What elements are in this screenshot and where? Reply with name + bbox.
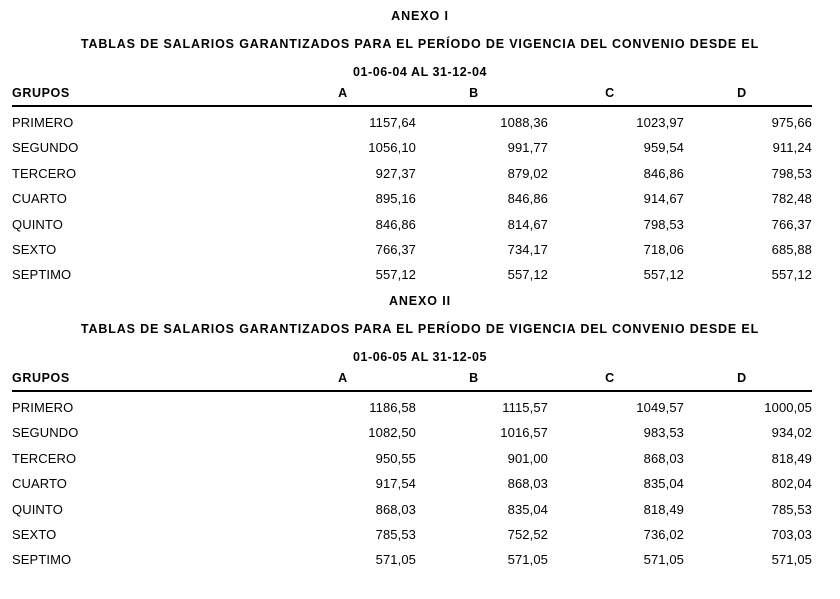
cell-d: 766,37 [771,216,812,232]
row-label: QUINTO [12,501,63,517]
cell-b: 1115,57 [502,400,548,415]
cell-c: 914,67 [643,191,684,207]
cell-b: 1088,36 [500,115,548,130]
row-label: SEPTIMO [12,267,72,283]
table-header [12,371,812,391]
row-label: CUARTO [12,476,68,492]
cell-b: 901,00 [507,450,548,466]
row-label: CUARTO [12,191,68,207]
table-row [12,106,812,135]
cell-d: 911,24 [772,140,812,156]
cell-c: 983,53 [643,425,684,441]
row-label: PRIMERO [12,115,74,130]
cell-b: 991,77 [507,140,548,156]
cell-b: 879,02 [507,165,548,181]
column-header-b: B [422,86,558,106]
cell-b: 571,05 [507,552,548,568]
cell-d: 703,03 [771,527,812,543]
table-row [12,212,812,237]
salary-table-1 [12,86,812,288]
salary-table-2 [12,371,812,573]
cell-d: 798,53 [771,165,812,181]
table-row [12,471,812,496]
cell-a: 785,53 [375,527,416,543]
cell-c: 868,03 [643,450,684,466]
cell-a: 1082,50 [368,425,416,441]
table-row [12,135,812,160]
column-header-d: D [694,371,812,391]
cell-d: 802,04 [771,476,812,492]
cell-a: 557,12 [375,267,416,283]
annex-section-2 [0,285,840,568]
annex-label: ANEXO II [388,294,452,308]
row-label: SEGUNDO [12,140,79,156]
cell-d: 571,05 [771,552,812,568]
row-label: TERCERO [12,165,77,181]
column-header-grupos: GRUPOS [12,371,292,391]
column-header-a: A [292,371,422,391]
table-body [12,106,812,288]
cell-c: 736,02 [643,527,684,543]
column-header-b: B [422,371,558,391]
column-header-c: C [558,371,694,391]
cell-b: 734,17 [507,242,548,258]
cell-b: 557,12 [507,267,548,283]
cell-c: 557,12 [643,267,684,283]
cell-a: 927,37 [375,165,416,181]
cell-c: 959,54 [643,140,684,156]
cell-b: 752,52 [507,527,548,543]
row-label: PRIMERO [12,400,74,415]
annex-title: TABLAS DE SALARIOS GARANTIZADOS PARA EL PERÍODO DE VIGENCIA DEL CONVENIO DESDE EL [80,37,760,51]
table-header [12,86,812,106]
cell-a: 846,86 [375,216,416,232]
annex-period: 01-06-04 AL 31-12-04 [353,65,487,79]
cell-b: 846,86 [507,191,548,207]
cell-c: 835,04 [643,476,684,492]
cell-c: 846,86 [643,165,684,181]
table-row [12,161,812,186]
header-row [12,86,812,106]
cell-b: 835,04 [507,501,548,517]
cell-c: 718,06 [643,242,684,258]
table-row [12,497,812,522]
cell-b: 814,67 [507,216,548,232]
row-label: SEPTIMO [12,552,72,568]
cell-d: 975,66 [771,115,812,130]
cell-d: 785,53 [771,501,812,517]
table-row [12,547,812,572]
row-label: SEXTO [12,242,57,258]
row-label: TERCERO [12,450,77,466]
cell-a: 766,37 [375,242,416,258]
table-row [12,420,812,445]
column-header-d: D [694,86,812,106]
cell-a: 917,54 [375,476,416,492]
annex-section-1 [0,0,840,283]
annex-period: 01-06-05 AL 31-12-05 [353,350,487,364]
cell-c: 1049,57 [636,400,684,415]
cell-d: 818,49 [771,450,812,466]
cell-a: 1186,58 [369,400,416,415]
row-label: SEXTO [12,527,57,543]
cell-c: 798,53 [643,216,684,232]
row-label: QUINTO [12,216,63,232]
cell-c: 571,05 [643,552,684,568]
cell-d: 1000,05 [764,400,812,415]
table-row [12,237,812,262]
table-row [12,522,812,547]
cell-c: 818,49 [643,501,684,517]
cell-a: 868,03 [375,501,416,517]
row-label: SEGUNDO [12,425,79,441]
cell-a: 1157,64 [369,115,416,130]
cell-d: 934,02 [771,425,812,441]
cell-d: 685,88 [771,242,812,258]
column-header-grupos: GRUPOS [12,86,292,106]
table-body [12,391,812,573]
cell-d: 782,48 [771,191,812,207]
cell-a: 895,16 [375,191,416,207]
column-header-c: C [558,86,694,106]
cell-b: 1016,57 [500,425,548,441]
cell-d: 557,12 [771,267,812,283]
table-row [12,186,812,211]
cell-c: 1023,97 [636,115,684,130]
cell-b: 868,03 [507,476,548,492]
annex-title: TABLAS DE SALARIOS GARANTIZADOS PARA EL PERÍODO DE VIGENCIA DEL CONVENIO DESDE EL [80,322,760,336]
header-row [12,371,812,391]
cell-a: 1056,10 [368,140,416,156]
annex-label: ANEXO I [391,9,449,23]
table-row [12,391,812,420]
column-header-a: A [292,86,422,106]
cell-a: 571,05 [375,552,416,568]
cell-a: 950,55 [375,450,416,466]
table-row [12,446,812,471]
